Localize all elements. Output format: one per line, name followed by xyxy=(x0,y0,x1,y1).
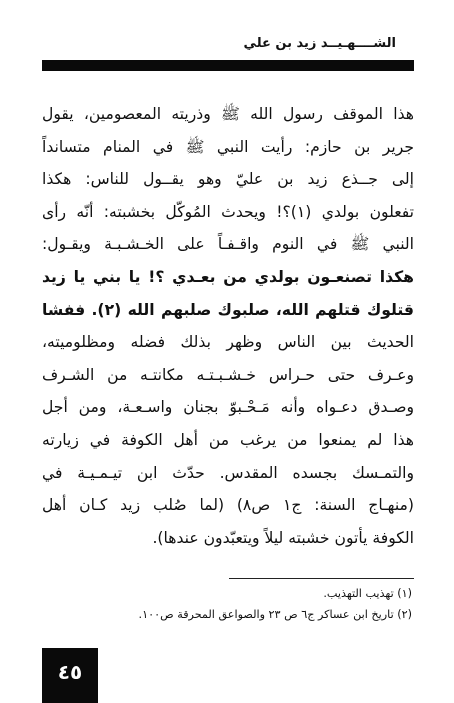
text-line-4: تفعلون بولدي (١)؟! ويحدث المُوكّل بخشبته: أنّه رأى xyxy=(42,202,414,221)
header-rule xyxy=(42,60,414,71)
text-line-2: جرير بن حازم: رأيت النبي ﷺ في المنام متسانداً xyxy=(42,137,414,156)
footnote-rule xyxy=(229,578,414,579)
footnote-2: (٢) تاريخ ابن عساكر ج٦ ص ٢٣ والصواعق المحرقة ص١٠٠. xyxy=(138,608,412,621)
footnote-1: (١) تهذيب التهذيب. xyxy=(323,587,412,600)
text-line-12: والتمـسك بجسده المقدس. حدّث ابن تيـمـيـة في xyxy=(42,463,414,482)
text-line-3: إلى جــذع زيد بن عليّ وهو يقــول للناس: هكذا xyxy=(42,170,414,189)
footnotes xyxy=(40,583,412,625)
text-line-7: قتلوك قتلهم الله، صلبوك صلبهم الله (٢). ففشا xyxy=(42,300,414,319)
text-line-11: هذا لم يمنعوا من يرغب من أهل الكوفة في زيارته xyxy=(42,430,414,449)
text-line-8: الحديث بين الناس وظهر بذلك فضله ومظلوميته، xyxy=(42,333,414,352)
text-line-6: هكذا تصنعـون بولدي من بعـدي ؟! يا بني يا زيد xyxy=(42,267,414,286)
text-line-13: (منهـاج السنة: ج١ ص٨) (لما صُلب زيد كـان أهل xyxy=(42,496,414,515)
text-line-5: النبي ﷺ في النوم واقـفـاً على الخـشـبـة ويقـول: xyxy=(42,235,414,254)
text-line-14: الكوفة يأتون خشبته ليلاً ويتعبّدون عندها). xyxy=(152,528,414,547)
main-text xyxy=(42,98,414,554)
text-line-1: هذا الموقف رسول الله ﷺ وذريته المعصومين، يقول xyxy=(42,105,414,123)
text-line-9: وعـرف حتى حـراس خـشـبـتـه مكانتـه من الشـرف xyxy=(42,365,414,384)
running-title: الشــــهـيــد زيد بن علي xyxy=(243,36,396,51)
text-line-10: وصـدق دعـواه وأنه مَـحْـبوّ بجنان واسـعـة، ومن أجل xyxy=(42,398,414,417)
page-number: ٤٥ xyxy=(42,648,98,703)
